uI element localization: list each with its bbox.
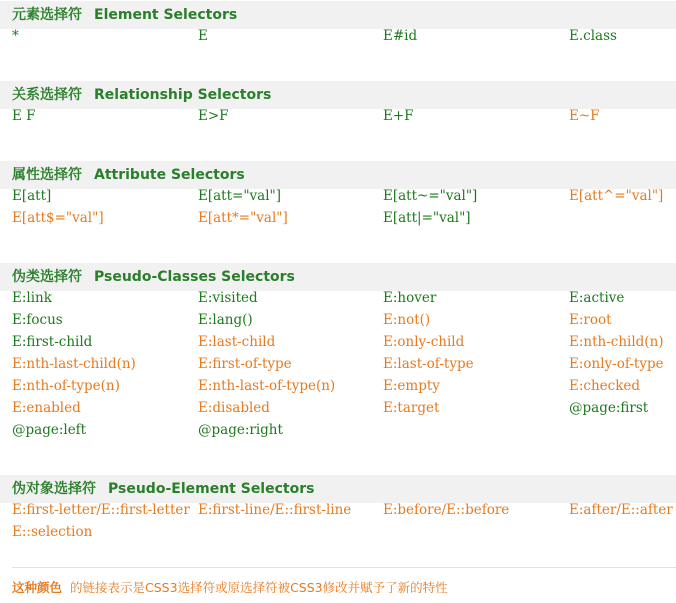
selector-link[interactable]: E[att|="val"] (383, 210, 471, 226)
selector-link[interactable]: E:visited (198, 290, 258, 306)
selector-link[interactable]: E[att^="val"] (569, 188, 664, 204)
selector-row (0, 185, 676, 207)
selector-link[interactable]: E:disabled (198, 400, 270, 416)
selector-link[interactable]: E[att~="val"] (383, 188, 478, 204)
selector-row (0, 25, 676, 47)
selector-row (0, 353, 676, 375)
footnote-color-key: 这种颜色 (12, 580, 63, 595)
selector-link[interactable]: E:empty (383, 378, 440, 394)
section-title-cn: 关系选择符 (12, 87, 82, 103)
section-title-en: Relationship Selectors (94, 87, 272, 103)
selector-link[interactable]: E~F (569, 108, 600, 124)
selector-link[interactable]: E:checked (569, 378, 641, 394)
selector-link[interactable]: E:nth-last-of-type(n) (198, 378, 336, 394)
selector-link[interactable]: * (12, 28, 19, 44)
selector-link[interactable]: E::selection (12, 524, 93, 540)
selector-link[interactable]: E (198, 28, 208, 44)
selector-grid (0, 105, 676, 127)
section-title-cn: 伪对象选择符 (12, 481, 96, 497)
section-title-en: Pseudo-Classes Selectors (94, 269, 295, 285)
selector-link[interactable]: E:target (383, 400, 440, 416)
selector-row (0, 499, 676, 521)
selector-grid (0, 25, 676, 47)
selector-grid (0, 287, 676, 441)
selector-link[interactable]: @page:first (569, 400, 649, 416)
selector-link[interactable]: E:nth-last-child(n) (12, 356, 136, 372)
section-title-en: Pseudo-Element Selectors (108, 481, 315, 497)
selector-link[interactable]: E>F (198, 108, 229, 124)
selector-link[interactable]: E:after/E::after (569, 502, 673, 518)
selector-row (0, 419, 676, 441)
selector-link[interactable]: E[att] (12, 188, 52, 204)
selector-link[interactable]: E:not() (383, 312, 431, 328)
selector-link[interactable]: E F (12, 108, 36, 124)
selector-link[interactable]: E:first-child (12, 334, 93, 350)
selector-link[interactable]: E:first-line/E::first-line (198, 502, 352, 518)
selector-link[interactable]: E:nth-child(n) (569, 334, 664, 350)
selector-link[interactable]: E:link (12, 290, 52, 306)
selector-link[interactable]: E#id (383, 28, 418, 44)
section-title-cn: 伪类选择符 (12, 269, 82, 285)
section-title-cn: 元素选择符 (12, 7, 82, 23)
selector-row (0, 375, 676, 397)
selector-row (0, 331, 676, 353)
selector-row (0, 287, 676, 309)
selector-link[interactable]: @page:left (12, 422, 87, 438)
section-title-cn: 属性选择符 (12, 167, 82, 183)
selector-link[interactable]: E:root (569, 312, 612, 328)
selector-grid (0, 499, 676, 543)
selector-link[interactable]: E:only-child (383, 334, 465, 350)
selector-row (0, 105, 676, 127)
selector-link[interactable]: E[att$="val"] (12, 210, 104, 226)
selector-link[interactable]: E:lang() (198, 312, 253, 328)
selector-link[interactable]: E[att*="val"] (198, 210, 288, 226)
selector-link[interactable]: E.class (569, 28, 617, 44)
selector-link[interactable]: E:first-letter/E::first-letter (12, 502, 190, 518)
footnote-text: 的链接表示是CSS3选择符或原选择符被CSS3修改并赋予了新的特性 (70, 580, 448, 595)
selector-link[interactable]: E:hover (383, 290, 437, 306)
selector-row (0, 309, 676, 331)
selector-link[interactable]: E:only-of-type (569, 356, 664, 372)
selector-link[interactable]: E:nth-of-type(n) (12, 378, 120, 394)
selector-link[interactable]: E:first-of-type (198, 356, 292, 372)
section-title-en: Element Selectors (94, 7, 238, 23)
selector-link[interactable]: E[att="val"] (198, 188, 282, 204)
footnote (12, 578, 448, 596)
selector-link[interactable]: E:focus (12, 312, 63, 328)
selector-link[interactable]: E:before/E::before (383, 502, 510, 518)
selector-row (0, 397, 676, 419)
section-title-en: Attribute Selectors (94, 167, 245, 183)
selector-link[interactable]: E:last-of-type (383, 356, 474, 372)
footnote-divider (12, 567, 676, 568)
selector-link[interactable]: E+F (383, 108, 414, 124)
selector-grid (0, 185, 676, 229)
selector-link[interactable]: E:active (569, 290, 625, 306)
selector-link[interactable]: E:enabled (12, 400, 81, 416)
selector-row (0, 207, 676, 229)
selector-link[interactable]: @page:right (198, 422, 283, 438)
selector-link[interactable]: E:last-child (198, 334, 276, 350)
selector-row (0, 521, 676, 543)
